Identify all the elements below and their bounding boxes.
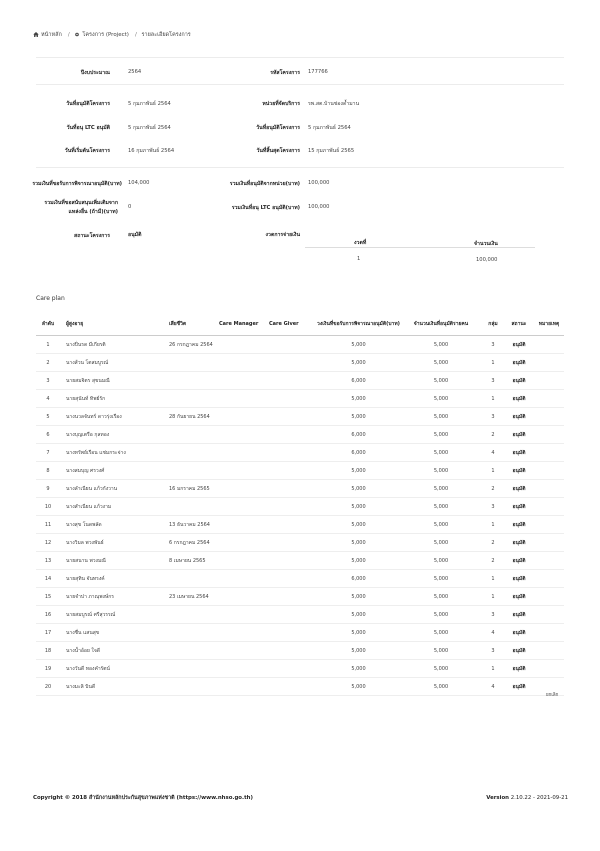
- cell-note: [534, 372, 564, 390]
- cell-name: นายสมบูรณ์ ศรีสุวรรณ์: [60, 606, 169, 624]
- cell-requested: 5,000: [317, 480, 400, 498]
- cell-care-manager: [219, 354, 269, 372]
- payment-header-no: งวดที่: [354, 240, 367, 246]
- cell-status: อนุมัติ: [504, 570, 534, 588]
- cell-approved: 5,000: [400, 570, 482, 588]
- cell-group: 4: [482, 444, 504, 462]
- cell-name: นางทรัพย์เรือน แช่มกระจ่าง: [60, 444, 169, 462]
- project-approve-value: 5 กุมภาพันธ์ 2564: [308, 125, 351, 131]
- cell-care-giver: [269, 660, 317, 678]
- cell-status: อนุมัติ: [504, 624, 534, 642]
- cell-status: อนุมัติ: [504, 498, 534, 516]
- extra-funding-value: 0: [128, 204, 132, 210]
- cell-requested: 6,000: [317, 444, 400, 462]
- cell-requested: 5,000: [317, 408, 400, 426]
- cell-died: [169, 390, 219, 408]
- table-row: [36, 534, 564, 552]
- cell-group: 2: [482, 534, 504, 552]
- cell-care-manager: [219, 678, 269, 696]
- cell-no: 1: [36, 336, 60, 354]
- end-date-value: 15 กุมภาพันธ์ 2565: [308, 148, 355, 154]
- project-approve-label: วันที่อนุมัติโครงการ: [256, 125, 300, 131]
- cell-requested: 5,000: [317, 516, 400, 534]
- budget-label: รวมเงินที่ขอรับการพิจารณาอนุมัติ(บาท): [32, 181, 122, 187]
- col-header-died: เสียชีวิต: [169, 313, 219, 336]
- cell-no: 16: [36, 606, 60, 624]
- cell-note: [534, 354, 564, 372]
- cell-care-giver: [269, 678, 317, 696]
- cell-status: อนุมัติ: [504, 534, 534, 552]
- cell-care-giver: [269, 534, 317, 552]
- extra-funding-label: รวมเงินที่ขอสนับสนุนเพิ่มเติมจากแหล่งอื่น (ถ้ามี)(บาท): [44, 200, 118, 215]
- cell-note: [534, 516, 564, 534]
- project-code-value: 177766: [308, 69, 328, 75]
- care-plan-body: [36, 336, 564, 696]
- gear-icon: [74, 32, 80, 37]
- cell-status: อนุมัติ: [504, 372, 534, 390]
- cell-status: อนุมัติ: [504, 516, 534, 534]
- cell-approved: 5,000: [400, 354, 482, 372]
- ltc-date-label: วันที่อนุ LTC อนุมัติ: [66, 125, 110, 131]
- cell-status: อนุมัติ: [504, 588, 534, 606]
- cell-died: 23 เมษายน 2564: [169, 588, 219, 606]
- table-row: [36, 444, 564, 462]
- cell-no: 15: [36, 588, 60, 606]
- divider: [36, 57, 564, 58]
- cell-no: 10: [36, 498, 60, 516]
- cell-no: 12: [36, 534, 60, 552]
- cell-name: นางสำเนียน แก้วงาม: [60, 498, 169, 516]
- table-row: [36, 588, 564, 606]
- cell-requested: 6,000: [317, 426, 400, 444]
- cell-no: 17: [36, 624, 60, 642]
- cell-status: อนุมัติ: [504, 462, 534, 480]
- cell-note: [534, 336, 564, 354]
- cell-group: 4: [482, 624, 504, 642]
- cell-requested: 5,000: [317, 498, 400, 516]
- cell-care-manager: [219, 372, 269, 390]
- cell-name: นางชื่น แสนสุข: [60, 624, 169, 642]
- cell-name: นางลำเนียน แก้วกังวาน: [60, 480, 169, 498]
- col-header-no: ลำดับ: [36, 313, 60, 336]
- table-row: [36, 678, 564, 696]
- version-info: [486, 795, 568, 801]
- cell-care-giver: [269, 336, 317, 354]
- cell-care-giver: [269, 426, 317, 444]
- cell-no: 8: [36, 462, 60, 480]
- cell-approved: 5,000: [400, 426, 482, 444]
- breadcrumb-home[interactable]: หน้าหลัก: [41, 32, 62, 38]
- cell-group: 3: [482, 372, 504, 390]
- cell-died: [169, 624, 219, 642]
- cell-care-giver: [269, 624, 317, 642]
- cell-care-giver: [269, 588, 317, 606]
- home-icon: [33, 32, 39, 37]
- table-row: [36, 354, 564, 372]
- divider: [36, 167, 564, 168]
- cell-died: [169, 444, 219, 462]
- approve-date-value: 5 กุมภาพันธ์ 2564: [128, 101, 171, 107]
- start-date-value: 16 กุมภาพันธ์ 2564: [128, 148, 175, 154]
- cell-requested: 6,000: [317, 372, 400, 390]
- cell-approved: 5,000: [400, 336, 482, 354]
- cell-name: นายจำปา ภาณุพงษ์กร: [60, 588, 169, 606]
- cell-care-manager: [219, 426, 269, 444]
- cell-died: [169, 678, 219, 696]
- ltc-approved-label: รวมเงินที่อนุ LTC อนุมัติ(บาท): [231, 205, 300, 211]
- cell-note: [534, 408, 564, 426]
- breadcrumb-separator: /: [134, 32, 137, 38]
- cell-name: นายสมจิตร สุขนมณี: [60, 372, 169, 390]
- cell-name: นางนวลจันทร์ ดาวรุ่งเรือง: [60, 408, 169, 426]
- cell-died: 16 มกราคม 2565: [169, 480, 219, 498]
- cell-died: [169, 606, 219, 624]
- cell-group: 1: [482, 570, 504, 588]
- status-value: อนุมัติ: [128, 232, 142, 238]
- cell-name: นายสุทิน จันทรงค์: [60, 570, 169, 588]
- cell-group: 2: [482, 426, 504, 444]
- table-row: [36, 570, 564, 588]
- payment-label: งวดการจ่ายเงิน: [265, 232, 300, 238]
- status-label: สถานะโครงการ: [74, 233, 110, 239]
- cell-status: อนุมัติ: [504, 480, 534, 498]
- cell-died: 6 กรกฎาคม 2564: [169, 534, 219, 552]
- cell-care-manager: [219, 660, 269, 678]
- table-row: [36, 408, 564, 426]
- breadcrumb-project[interactable]: โครงการ (Project): [82, 32, 129, 38]
- table-row: [36, 426, 564, 444]
- cell-requested: 5,000: [317, 660, 400, 678]
- cell-group: 3: [482, 498, 504, 516]
- col-header-requested: วงเงินที่ขอรับการพิจารณาอนุมัติ(บาท): [317, 313, 400, 336]
- divider: [36, 84, 564, 85]
- copyright-text: Copyright © 2018 สำนักงานหลักประกันสุขภาพแห่งชาติ (https://www.nhso.go.th): [33, 795, 253, 801]
- cell-approved: 5,000: [400, 660, 482, 678]
- fiscal-year-label: ปีงบประมาณ: [80, 70, 110, 76]
- service-unit-label: หน่วยที่จัดบริการ: [262, 101, 300, 107]
- cell-care-manager: [219, 588, 269, 606]
- cell-requested: 5,000: [317, 462, 400, 480]
- cell-note: [534, 498, 564, 516]
- cell-name: นางสุข โนดพลัด: [60, 516, 169, 534]
- cell-care-manager: [219, 570, 269, 588]
- cell-group: 1: [482, 390, 504, 408]
- cell-died: [169, 570, 219, 588]
- breadcrumb-current: รายละเอียดโครงการ: [141, 32, 191, 38]
- cell-care-manager: [219, 444, 269, 462]
- cell-died: [169, 426, 219, 444]
- cell-requested: 5,000: [317, 606, 400, 624]
- cell-name: นางวิมล พวงพันธ์: [60, 534, 169, 552]
- cell-requested: 5,000: [317, 390, 400, 408]
- cell-no: 11: [36, 516, 60, 534]
- cell-name: นายสุนันท์ ทิพย์รัก: [60, 390, 169, 408]
- cell-note: [534, 588, 564, 606]
- start-date-label: วันที่เริ่มต้นโครงการ: [64, 148, 110, 154]
- cell-group: 4: [482, 678, 504, 696]
- cancel-button[interactable]: ยกเลิก: [546, 693, 559, 698]
- cell-requested: 5,000: [317, 336, 400, 354]
- cell-approved: 5,000: [400, 480, 482, 498]
- end-date-label: วันที่สิ้นสุดโครงการ: [256, 148, 300, 154]
- cell-requested: 5,000: [317, 354, 400, 372]
- cell-no: 4: [36, 390, 60, 408]
- care-plan-table: [36, 313, 564, 696]
- total-approved-value: 100,000: [308, 180, 330, 186]
- cell-name: นางมะลิ บินดี: [60, 678, 169, 696]
- cell-no: 3: [36, 372, 60, 390]
- col-header-status: สถานะ: [504, 313, 534, 336]
- table-row: [36, 498, 564, 516]
- cell-care-manager: [219, 534, 269, 552]
- cell-died: 13 ธันวาคม 2564: [169, 516, 219, 534]
- cell-no: 6: [36, 426, 60, 444]
- cell-approved: 5,000: [400, 462, 482, 480]
- cell-note: [534, 444, 564, 462]
- approve-date-label: วันที่อนุมัติโครงการ: [66, 101, 110, 107]
- version-value: 2.10.22 - 2021-09-21: [510, 795, 568, 801]
- cell-died: [169, 660, 219, 678]
- cell-approved: 5,000: [400, 624, 482, 642]
- cell-note: [534, 642, 564, 660]
- cell-approved: 5,000: [400, 444, 482, 462]
- budget-value: 104,000: [128, 180, 150, 186]
- cell-no: 2: [36, 354, 60, 372]
- cell-no: 7: [36, 444, 60, 462]
- cell-name: นางบุญเตรือ กุลทอง: [60, 426, 169, 444]
- cell-care-manager: [219, 408, 269, 426]
- cell-group: 3: [482, 606, 504, 624]
- cell-group: 3: [482, 336, 504, 354]
- cell-care-giver: [269, 516, 317, 534]
- cell-died: [169, 354, 219, 372]
- cell-status: อนุมัติ: [504, 678, 534, 696]
- cell-group: 1: [482, 660, 504, 678]
- cell-approved: 5,000: [400, 372, 482, 390]
- cell-care-giver: [269, 444, 317, 462]
- cell-status: อนุมัติ: [504, 408, 534, 426]
- fiscal-year-value: 2564: [128, 69, 142, 75]
- col-header-care-manager: Care Manager: [219, 313, 269, 336]
- cell-no: 20: [36, 678, 60, 696]
- cell-group: 3: [482, 408, 504, 426]
- cell-died: 26 กรกฎาคม 2564: [169, 336, 219, 354]
- cell-no: 14: [36, 570, 60, 588]
- cell-note: [534, 426, 564, 444]
- cell-requested: 5,000: [317, 552, 400, 570]
- cell-care-giver: [269, 606, 317, 624]
- table-header-row: [36, 313, 564, 336]
- cell-group: 1: [482, 462, 504, 480]
- cell-name: นางสมบุญ ศรวงศ์: [60, 462, 169, 480]
- cell-no: 19: [36, 660, 60, 678]
- cell-approved: 5,000: [400, 534, 482, 552]
- cell-approved: 5,000: [400, 678, 482, 696]
- cell-status: อนุมัติ: [504, 390, 534, 408]
- cell-approved: 5,000: [400, 588, 482, 606]
- cell-approved: 5,000: [400, 390, 482, 408]
- cell-no: 5: [36, 408, 60, 426]
- service-unit-value: รพ.สต.บ้านช่องด้ำมาน: [308, 101, 360, 107]
- cell-no: 13: [36, 552, 60, 570]
- cell-care-giver: [269, 480, 317, 498]
- cell-approved: 5,000: [400, 516, 482, 534]
- cell-note: [534, 660, 564, 678]
- cell-died: [169, 498, 219, 516]
- cell-care-manager: [219, 390, 269, 408]
- cell-group: 2: [482, 552, 504, 570]
- breadcrumb-separator: /: [67, 32, 70, 38]
- cell-note: [534, 570, 564, 588]
- table-row: [36, 336, 564, 354]
- cell-care-giver: [269, 642, 317, 660]
- cell-requested: 5,000: [317, 642, 400, 660]
- cell-requested: 5,000: [317, 534, 400, 552]
- cell-name: นางส้วน โตสมบูรณ์: [60, 354, 169, 372]
- cell-care-giver: [269, 552, 317, 570]
- col-header-approved: จำนวนเงินที่อนุมัติรายคน: [400, 313, 482, 336]
- cell-note: [534, 552, 564, 570]
- payment-header-amount: จำนวนเงิน: [474, 241, 498, 247]
- cell-note: [534, 462, 564, 480]
- cell-note: [534, 606, 564, 624]
- cell-group: 2: [482, 480, 504, 498]
- version-label: Version: [486, 795, 509, 801]
- cell-care-manager: [219, 498, 269, 516]
- cell-died: 28 กันยายน 2564: [169, 408, 219, 426]
- cell-requested: 6,000: [317, 570, 400, 588]
- cell-group: 1: [482, 516, 504, 534]
- cell-status: อนุมัติ: [504, 642, 534, 660]
- cell-care-giver: [269, 570, 317, 588]
- cell-care-manager: [219, 336, 269, 354]
- cell-care-manager: [219, 552, 269, 570]
- table-row: [36, 516, 564, 534]
- cell-care-giver: [269, 372, 317, 390]
- payment-row-no: 1: [357, 256, 361, 262]
- cell-approved: 5,000: [400, 642, 482, 660]
- cell-status: อนุมัติ: [504, 660, 534, 678]
- cell-care-manager: [219, 606, 269, 624]
- cell-care-giver: [269, 354, 317, 372]
- cell-status: อนุมัติ: [504, 606, 534, 624]
- col-header-note: หมายเหตุ: [534, 313, 564, 336]
- table-row: [36, 462, 564, 480]
- table-row: [36, 390, 564, 408]
- ltc-date-value: 5 กุมภาพันธ์ 2564: [128, 125, 171, 131]
- table-row: [36, 642, 564, 660]
- cell-status: อนุมัติ: [504, 552, 534, 570]
- cell-name: นางวันดี ทองคำรัตน์: [60, 660, 169, 678]
- care-plan-title: Care plan: [36, 295, 65, 302]
- cell-note: [534, 480, 564, 498]
- cell-died: [169, 642, 219, 660]
- cell-care-manager: [219, 516, 269, 534]
- col-header-care-giver: Care Giver: [269, 313, 317, 336]
- cell-care-manager: [219, 480, 269, 498]
- cell-no: 9: [36, 480, 60, 498]
- cell-note: [534, 534, 564, 552]
- col-header-name: ผู้สูงอายุ: [60, 313, 169, 336]
- payment-row-amount: 100,000: [476, 257, 498, 263]
- divider: [305, 247, 535, 248]
- cell-name: นางน้ำอ้อย ใจดี: [60, 642, 169, 660]
- cell-no: 18: [36, 642, 60, 660]
- cell-approved: 5,000: [400, 552, 482, 570]
- cell-care-manager: [219, 642, 269, 660]
- cell-approved: 5,000: [400, 498, 482, 516]
- cell-status: อนุมัติ: [504, 444, 534, 462]
- table-row: [36, 372, 564, 390]
- cell-requested: 5,000: [317, 624, 400, 642]
- cell-group: 3: [482, 642, 504, 660]
- cell-died: [169, 372, 219, 390]
- cell-note: [534, 624, 564, 642]
- total-approved-label: รวมเงินที่อนุมัติจากหน่วย(บาท): [229, 181, 300, 187]
- cell-care-giver: [269, 462, 317, 480]
- table-row: [36, 624, 564, 642]
- cell-group: 1: [482, 354, 504, 372]
- col-header-group: กลุ่ม: [482, 313, 504, 336]
- cell-status: อนุมัติ: [504, 426, 534, 444]
- table-row: [36, 606, 564, 624]
- table-row: [36, 660, 564, 678]
- breadcrumb: [33, 31, 194, 39]
- cell-name: นางปิ่นรด มีเกียรติ: [60, 336, 169, 354]
- cell-care-manager: [219, 462, 269, 480]
- cell-requested: 5,000: [317, 678, 400, 696]
- cell-care-giver: [269, 498, 317, 516]
- cell-care-giver: [269, 390, 317, 408]
- cell-care-manager: [219, 624, 269, 642]
- cell-approved: 5,000: [400, 408, 482, 426]
- cell-died: 8 เมษายน 2565: [169, 552, 219, 570]
- table-row: [36, 480, 564, 498]
- cell-name: นายสนาน พวงมณี: [60, 552, 169, 570]
- ltc-approved-value: 100,000: [308, 204, 330, 210]
- cell-status: อนุมัติ: [504, 354, 534, 372]
- cell-died: [169, 462, 219, 480]
- cell-group: 1: [482, 588, 504, 606]
- cell-status: อนุมัติ: [504, 336, 534, 354]
- cell-care-giver: [269, 408, 317, 426]
- cell-approved: 5,000: [400, 606, 482, 624]
- table-row: [36, 552, 564, 570]
- cell-requested: 5,000: [317, 588, 400, 606]
- cell-note: [534, 390, 564, 408]
- project-code-label: รหัสโครงการ: [270, 70, 300, 76]
